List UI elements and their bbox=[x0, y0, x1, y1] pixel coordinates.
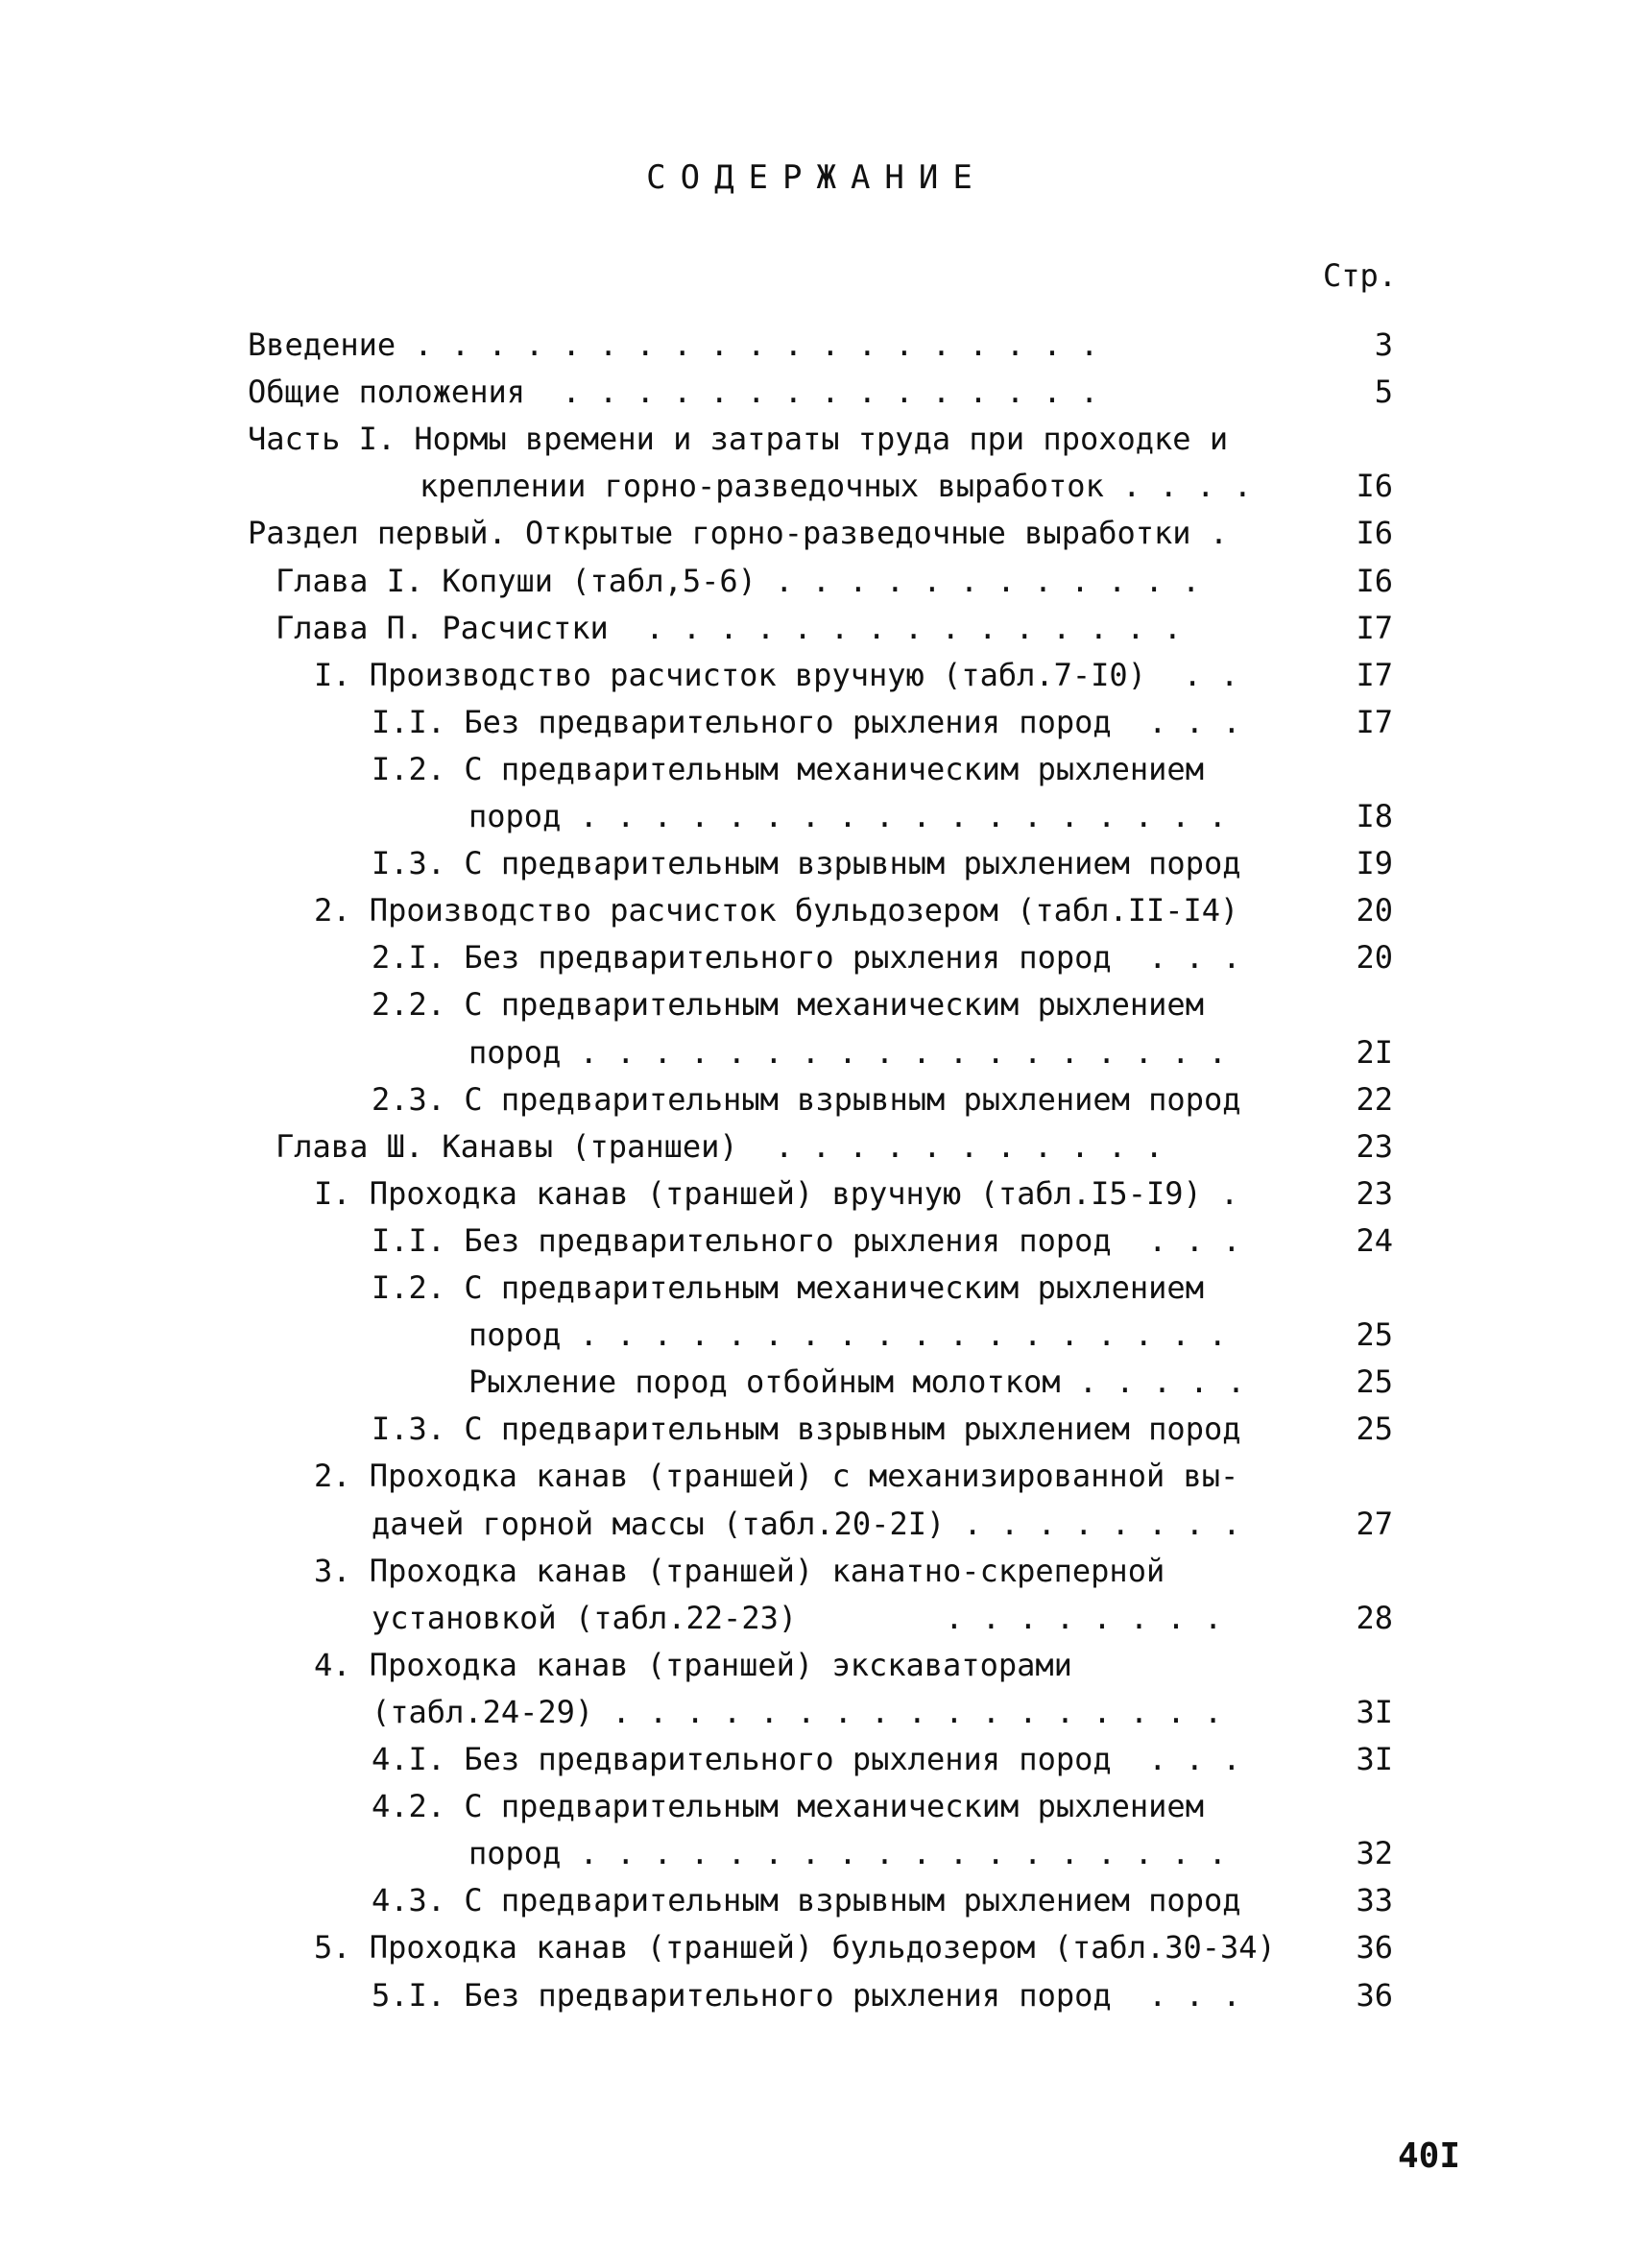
page-number: 40I bbox=[1397, 2136, 1460, 2176]
toc-entry-page: 20 bbox=[1356, 939, 1393, 976]
toc-entry bbox=[0, 558, 1633, 604]
toc-entry-page: 24 bbox=[1356, 1222, 1393, 1259]
toc-entry-title: Глава П. Расчистки . . . . . . . . . . . . . . . bbox=[276, 610, 1183, 646]
toc-entry-title: I.2. С предварительным механическим рыхлением bbox=[372, 751, 1204, 787]
toc-entry bbox=[0, 981, 1633, 1027]
toc-entry bbox=[0, 887, 1633, 933]
toc-entry-title: 4.I. Без предварительного рыхления пород . . . bbox=[372, 1741, 1241, 1777]
toc-entry bbox=[0, 1076, 1633, 1122]
toc-entry bbox=[0, 1170, 1633, 1217]
toc-entry-title: I.3. С предварительным взрывным рыхлением пород bbox=[372, 845, 1241, 881]
toc-entry bbox=[0, 699, 1633, 745]
toc-entry bbox=[0, 369, 1633, 415]
toc-entry-page: 25 bbox=[1356, 1411, 1393, 1447]
toc-entry-page: I7 bbox=[1356, 610, 1393, 646]
toc-entry-page: 2I bbox=[1356, 1034, 1393, 1071]
toc-entry-page: 36 bbox=[1356, 1929, 1393, 1966]
toc-entry-title: I. Проходка канав (траншей) вручную (табл.I5-I9) . bbox=[314, 1175, 1239, 1212]
toc-entry-page: 22 bbox=[1356, 1081, 1393, 1118]
toc-entry bbox=[0, 1830, 1633, 1876]
toc-entry bbox=[0, 510, 1633, 556]
toc-entry-title: пород . . . . . . . . . . . . . . . . . . bbox=[468, 1316, 1227, 1353]
toc-entry-page: 3 bbox=[1374, 326, 1393, 363]
toc-entry bbox=[0, 1359, 1633, 1405]
toc-entry-page: 3I bbox=[1356, 1741, 1393, 1777]
toc-entry-title: I.I. Без предварительного рыхления пород . . . bbox=[372, 704, 1241, 740]
toc-entry-title: установкой (табл.22-23) . . . . . . . . bbox=[372, 1600, 1223, 1636]
toc-entry bbox=[0, 1453, 1633, 1499]
toc-entry-title: креплении горно-разведочных выработок . . . . bbox=[420, 468, 1252, 504]
toc-entry-page: 5 bbox=[1374, 374, 1393, 410]
toc-entry bbox=[0, 1265, 1633, 1311]
toc-entry-page: I9 bbox=[1356, 845, 1393, 881]
toc-entry-page: 28 bbox=[1356, 1600, 1393, 1636]
page-title: СОДЕРЖАНИЕ bbox=[646, 158, 987, 197]
toc-entry-page: 33 bbox=[1356, 1882, 1393, 1918]
toc-entry-page: 3I bbox=[1356, 1694, 1393, 1730]
page-column-header: Стр. bbox=[1322, 257, 1397, 294]
toc-entry bbox=[0, 1595, 1633, 1641]
toc-entry bbox=[0, 746, 1633, 792]
toc-entry-title: I. Производство расчисток вручную (табл.7-I0) . . bbox=[314, 657, 1239, 693]
toc-entry-title: Рыхление пород отбойным молотком . . . . . bbox=[468, 1363, 1246, 1400]
toc-entry-title: (табл.24-29) . . . . . . . . . . . . . . . . . bbox=[372, 1694, 1223, 1730]
toc-entry bbox=[0, 1689, 1633, 1735]
toc-entry-title: пород . . . . . . . . . . . . . . . . . . bbox=[468, 1835, 1227, 1871]
toc-entry-title: 2.2. С предварительным механическим рыхлением bbox=[372, 986, 1204, 1023]
toc-entry-page: I6 bbox=[1356, 515, 1393, 551]
toc-entry bbox=[0, 322, 1633, 368]
toc-entry-title: пород . . . . . . . . . . . . . . . . . . bbox=[468, 798, 1227, 834]
toc-entry bbox=[0, 1548, 1633, 1594]
toc-entry-page: 27 bbox=[1356, 1506, 1393, 1542]
toc-entry bbox=[0, 1783, 1633, 1829]
toc-entry-page: I6 bbox=[1356, 468, 1393, 504]
toc-entry-page: 23 bbox=[1356, 1175, 1393, 1212]
toc-entry bbox=[0, 840, 1633, 886]
toc-entry bbox=[0, 1312, 1633, 1358]
toc-entry-title: 3. Проходка канав (траншей) канатно-скреперной bbox=[314, 1553, 1165, 1589]
toc-entry-title: дачей горной массы (табл.20-2I) . . . . . . . . bbox=[372, 1506, 1241, 1542]
toc-entry bbox=[0, 1123, 1633, 1170]
toc-entry bbox=[0, 1972, 1633, 2018]
toc-entry bbox=[0, 1736, 1633, 1782]
toc-entry bbox=[0, 652, 1633, 698]
toc-entry bbox=[0, 1924, 1633, 1970]
toc-entry bbox=[0, 1406, 1633, 1452]
toc-entry-title: I.2. С предварительным механическим рыхлением bbox=[372, 1269, 1204, 1306]
toc-entry-title: пород . . . . . . . . . . . . . . . . . . bbox=[468, 1034, 1227, 1071]
toc-entry bbox=[0, 1877, 1633, 1923]
toc-entry-title: 5.I. Без предварительного рыхления пород . . . bbox=[372, 1977, 1241, 2014]
toc-entry-page: I7 bbox=[1356, 704, 1393, 740]
toc-entry-page: I7 bbox=[1356, 657, 1393, 693]
toc-entry-title: 4.3. С предварительным взрывным рыхлением пород bbox=[372, 1882, 1241, 1918]
toc-entry-page: I6 bbox=[1356, 563, 1393, 599]
toc-entry-page: 20 bbox=[1356, 892, 1393, 929]
toc-entry-title: 2. Проходка канав (траншей) с механизированной вы- bbox=[314, 1458, 1239, 1494]
toc-entry-page: 32 bbox=[1356, 1835, 1393, 1871]
toc-entry-page: 36 bbox=[1356, 1977, 1393, 2014]
toc-entry-title: Общие положения . . . . . . . . . . . . . . . bbox=[248, 374, 1099, 410]
toc-entry-title: 2. Производство расчисток бульдозером (табл.II-I4) bbox=[314, 892, 1239, 929]
toc-entry-title: 5. Проходка канав (траншей) бульдозером (табл.30-34) bbox=[314, 1929, 1276, 1966]
toc-entry-title: 4.2. С предварительным механическим рыхлением bbox=[372, 1788, 1204, 1824]
toc-entry bbox=[0, 416, 1633, 462]
toc-entry-title: I.I. Без предварительного рыхления пород . . . bbox=[372, 1222, 1241, 1259]
toc-entry-title: Глава Ш. Канавы (траншеи) . . . . . . . . . . . bbox=[276, 1128, 1164, 1165]
toc-entry bbox=[0, 605, 1633, 651]
toc-entry bbox=[0, 934, 1633, 980]
toc-entry bbox=[0, 1029, 1633, 1075]
toc-entry bbox=[0, 463, 1633, 509]
toc-entry-title: I.3. С предварительным взрывным рыхлением пород bbox=[372, 1411, 1241, 1447]
toc-entry-page: 25 bbox=[1356, 1363, 1393, 1400]
toc-entry-title: 4. Проходка канав (траншей) экскаваторами bbox=[314, 1647, 1072, 1683]
toc-entry bbox=[0, 1642, 1633, 1688]
toc-entry bbox=[0, 1218, 1633, 1264]
toc-entry-title: 2.3. С предварительным взрывным рыхлением пород bbox=[372, 1081, 1241, 1118]
toc-entry-title: 2.I. Без предварительного рыхления пород . . . bbox=[372, 939, 1241, 976]
toc-entry-title: Раздел первый. Открытые горно-разведочные выработки . bbox=[248, 515, 1229, 551]
toc-entry bbox=[0, 793, 1633, 839]
toc-entry-page: 25 bbox=[1356, 1316, 1393, 1353]
toc-entry-page: 23 bbox=[1356, 1128, 1393, 1165]
toc-entry bbox=[0, 1501, 1633, 1547]
toc-entry-title: Введение . . . . . . . . . . . . . . . . . . . bbox=[248, 326, 1099, 363]
toc-entry-page: I8 bbox=[1356, 798, 1393, 834]
toc-entry-title: Глава I. Копуши (табл,5-6) . . . . . . . . . . . . bbox=[276, 563, 1201, 599]
toc-entry-title: Часть I. Нормы времени и затраты труда при проходке и bbox=[248, 421, 1229, 457]
